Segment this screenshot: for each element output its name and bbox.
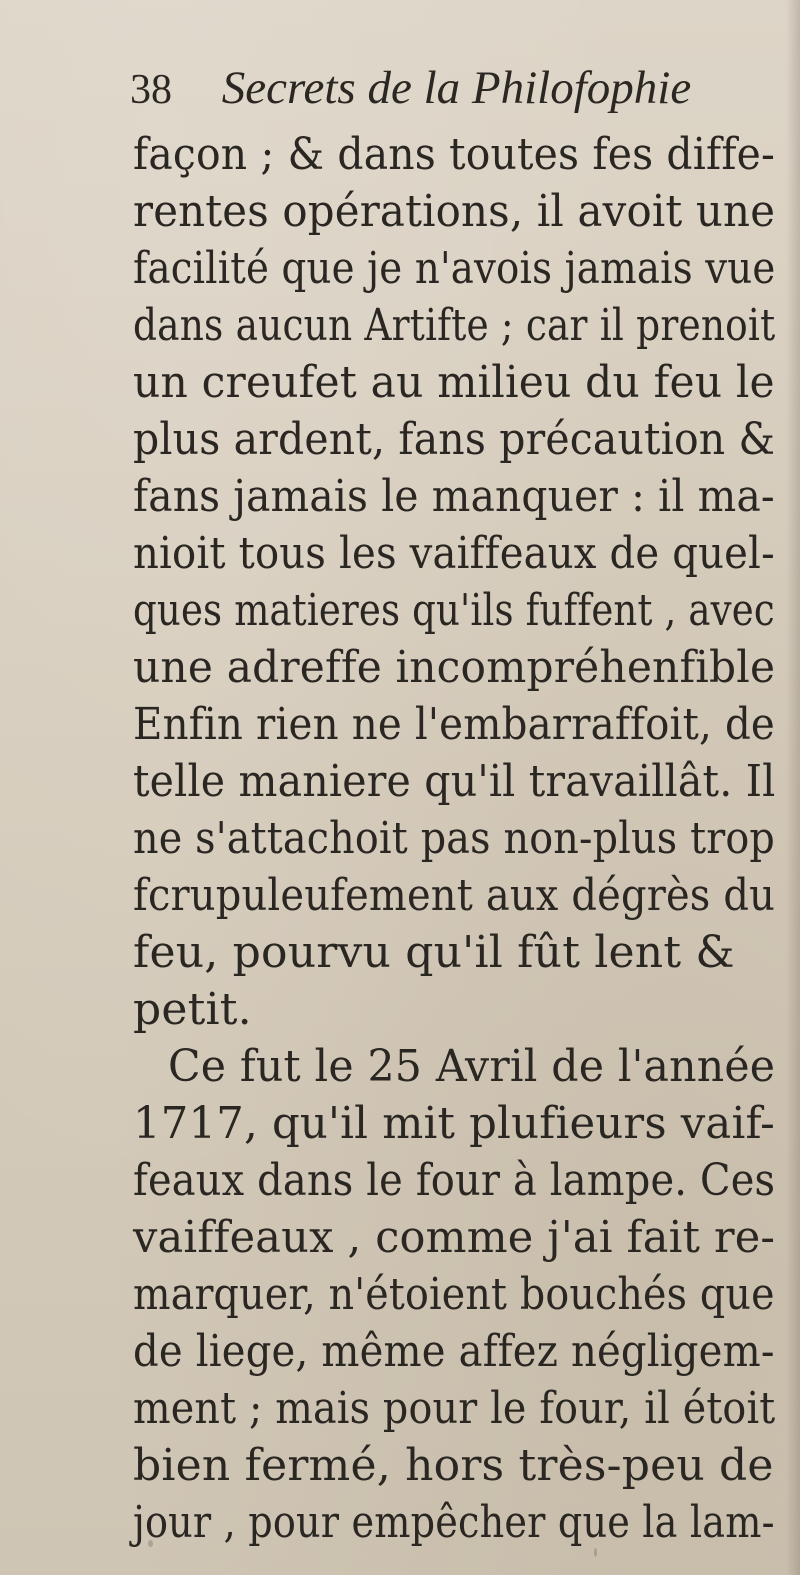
ink-speck bbox=[148, 1540, 153, 1547]
text-line: de liege, même affez négligem- bbox=[133, 1326, 775, 1377]
text-line: facilité que je n'avois jamais vue bbox=[133, 243, 776, 294]
text-line: bien fermé, hors très-peu de bbox=[133, 1440, 774, 1491]
text-line: façon ; & dans toutes fes diffe- bbox=[133, 129, 776, 180]
text-line: feaux dans le four à lampe. Ces bbox=[133, 1155, 776, 1206]
text-line: ment ; mais pour le four, il étoit bbox=[133, 1383, 776, 1434]
text-line: ques matieres qu'ils fuffent , avec bbox=[133, 585, 775, 636]
text-line: vaiffeaux , comme j'ai fait re- bbox=[133, 1212, 776, 1263]
text-line: marquer, n'étoient bouchés que bbox=[133, 1269, 775, 1320]
page-edge-shadow bbox=[786, 0, 800, 1575]
page-number: 38 bbox=[130, 67, 172, 113]
running-title: Secrets de la Philofophie bbox=[221, 62, 692, 114]
text-line: Enfin rien ne l'embarraffoit, de bbox=[133, 699, 775, 750]
text-line: un creufet au milieu du feu le bbox=[133, 357, 775, 408]
ink-speck bbox=[594, 1548, 597, 1557]
text-line: nioit tous les vaiffeaux de quel- bbox=[133, 528, 775, 579]
text-line: 1717, qu'il mit plufieurs vaif- bbox=[133, 1098, 776, 1149]
text-line: plus ardent, fans précaution & bbox=[133, 414, 776, 465]
text-line: fcrupuleufement aux dégrès du bbox=[133, 870, 776, 921]
text-line: Ce fut le 25 Avril de l'année bbox=[168, 1041, 776, 1092]
text-line: fans jamais le manquer : il ma- bbox=[133, 471, 775, 522]
text-line: rentes opérations, il avoit une bbox=[133, 186, 776, 237]
text-line: feu, pourvu qu'il fût lent & bbox=[133, 927, 735, 978]
text-line: petit. bbox=[133, 984, 252, 1035]
text-line: jour , pour empêcher que la lam- bbox=[133, 1497, 775, 1548]
text-line: dans aucun Artifte ; car il prenoit bbox=[133, 300, 776, 351]
text-line: une adreffe incompréhenfible bbox=[133, 642, 776, 693]
text-line: telle maniere qu'il travaillât. Il bbox=[133, 756, 776, 807]
text-line: ne s'attachoit pas non-plus trop bbox=[133, 813, 776, 864]
